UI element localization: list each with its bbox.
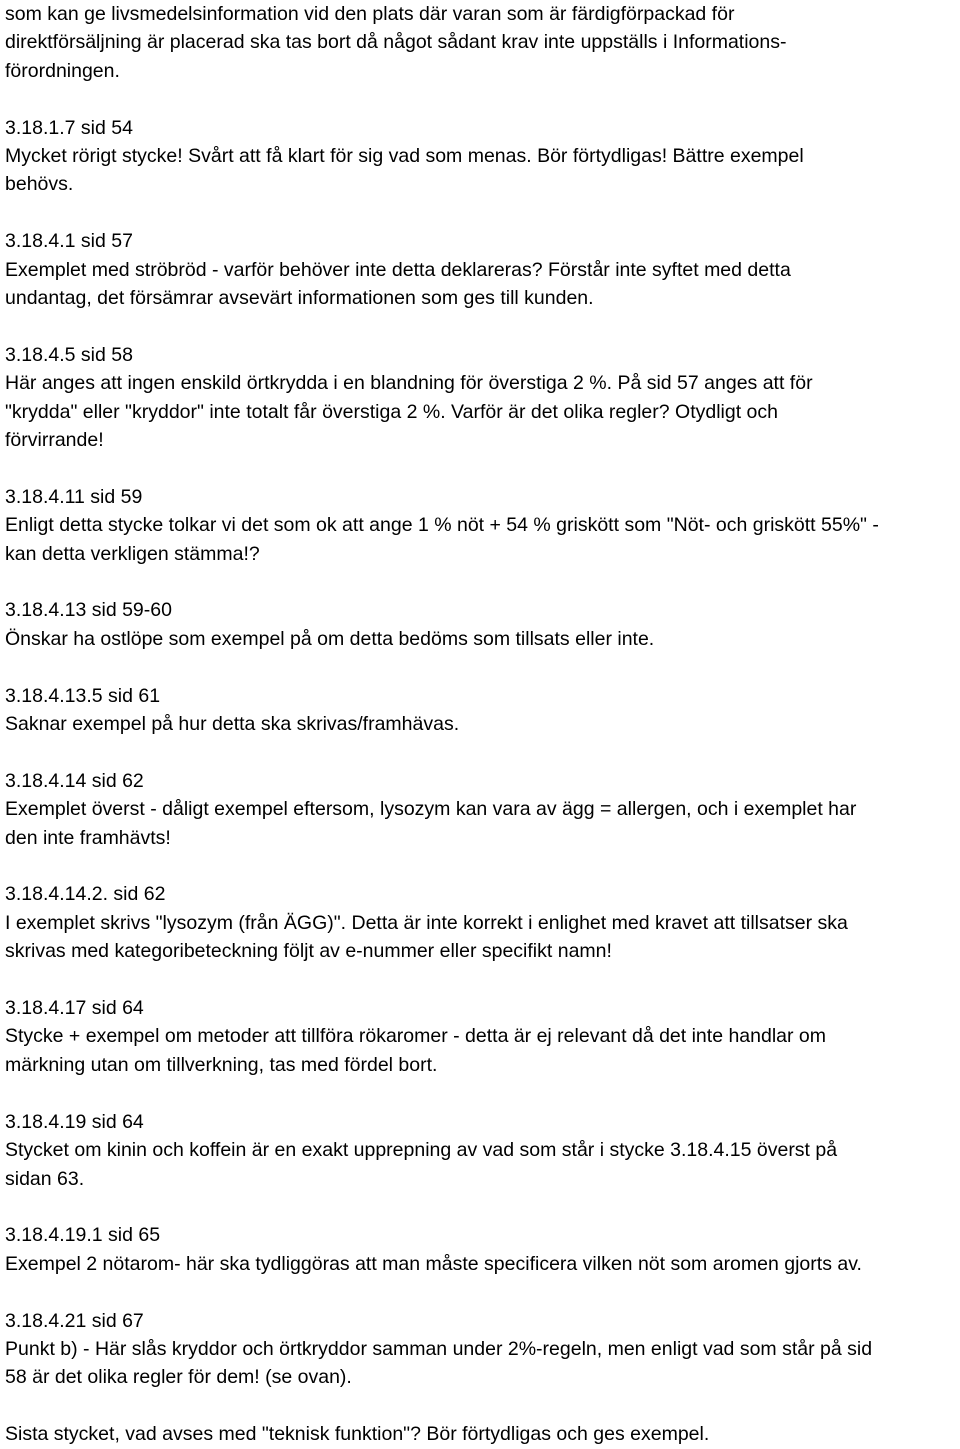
comment-section [5, 880, 955, 965]
section-text: Exempel 2 nötarom- här ska tydliggöras att man måste specificera vilken nöt som aromen gjorts av. [5, 1252, 862, 1275]
paragraph-gap [5, 1079, 955, 1107]
section-text: Punkt b) - Här slås kryddor och örtkryddor samman under 2%-regeln, men enligt vad som står på sid [5, 1337, 873, 1360]
section-text: Enligt detta stycke tolkar vi det som ok att ange 1 % nöt + 54 % griskött som "Nöt- och griskött 55%" - [5, 514, 879, 537]
section-text: Stycket om kinin och koffein är en exakt upprepning av vad som står i stycke 3.18.4.15 överst på [5, 1139, 838, 1162]
section-text: Saknar exempel på hur detta ska skrivas/framhävas. [5, 713, 460, 736]
comment-section [5, 1108, 955, 1193]
section-heading: 3.18.4.19 sid 64 [5, 1110, 144, 1133]
paragraph-gap [5, 312, 955, 340]
closing-text: Sista stycket, vad avses med "teknisk funktion"? Bör förtydligas och ges exempel. [5, 1423, 710, 1446]
paragraph-gap [5, 85, 955, 113]
section-text: den inte framhävts! [5, 826, 171, 849]
section-heading: 3.18.1.7 sid 54 [5, 116, 133, 139]
paragraph-gap [5, 852, 955, 880]
paragraph-gap [5, 1193, 955, 1221]
paragraph-gap [5, 568, 955, 596]
paragraph-gap [5, 199, 955, 227]
section-heading: 3.18.4.13.5 sid 61 [5, 684, 161, 707]
comment-section [5, 227, 955, 312]
comment-section [5, 994, 955, 1079]
section-heading: 3.18.4.14.2. sid 62 [5, 883, 166, 906]
paragraph-gap [5, 738, 955, 766]
section-text: undantag, det försämrar avsevärt informationen som ges till kunden. [5, 287, 594, 310]
section-heading: 3.18.4.11 sid 59 [5, 485, 143, 508]
section-text: behövs. [5, 173, 74, 196]
comment-section [5, 483, 955, 568]
section-heading: 3.18.4.14 sid 62 [5, 769, 144, 792]
paragraph-gap [5, 966, 955, 994]
section-text: Här anges att ingen enskild örtkrydda i en blandning för överstiga 2 %. På sid 57 anges att för [5, 372, 813, 395]
intro-line: förordningen. [5, 59, 120, 82]
section-text: förvirrande! [5, 429, 104, 452]
section-text: Exemplet med ströbröd - varför behöver inte detta deklareras? Förstår inte syftet med detta [5, 258, 791, 281]
paragraph-gap [5, 653, 955, 681]
section-text: 58 är det olika regler för dem! (se ovan). [5, 1366, 352, 1389]
section-heading: 3.18.4.17 sid 64 [5, 997, 144, 1020]
section-heading: 3.18.4.13 sid 59-60 [5, 599, 172, 622]
section-text: Mycket rörigt stycke! Svårt att få klart för sig vad som menas. Bör förtydligas! Bättre exempel [5, 145, 804, 168]
section-text: märkning utan om tillverkning, tas med fördel bort. [5, 1053, 438, 1076]
section-text: Exemplet överst - dåligt exempel eftersom, lysozym kan vara av ägg = allergen, och i exemplet har [5, 798, 857, 821]
comment-section [5, 1307, 955, 1392]
comment-section [5, 767, 955, 852]
document-page [5, 0, 955, 1449]
paragraph-gap [5, 1392, 955, 1420]
section-text: "krydda" eller "kryddor" inte totalt får överstiga 2 %. Varför är det olika regler? Otydligt och [5, 400, 779, 423]
section-text: sidan 63. [5, 1167, 85, 1190]
comment-section [5, 596, 955, 653]
section-text: Önskar ha ostlöpe som exempel på om detta bedöms som tillsats eller inte. [5, 627, 655, 650]
section-text: Stycke + exempel om metoder att tillföra rökaromer - detta är ej relevant då det inte handlar om [5, 1025, 827, 1048]
comment-section [5, 114, 955, 199]
section-text: kan detta verkligen stämma!? [5, 542, 260, 565]
section-heading: 3.18.4.21 sid 67 [5, 1309, 144, 1332]
section-heading: 3.18.4.19.1 sid 65 [5, 1224, 161, 1247]
comment-section [5, 1221, 955, 1278]
section-text: I exemplet skrivs "lysozym (från ÄGG)". Detta är inte korrekt i enlighet med kravet att tillsatser ska [5, 911, 848, 934]
section-text: skrivas med kategoribeteckning följt av e-nummer eller specifikt namn! [5, 940, 612, 963]
paragraph-gap [5, 454, 955, 482]
section-heading: 3.18.4.5 sid 58 [5, 343, 133, 366]
paragraph-gap [5, 1278, 955, 1306]
intro-line: direktförsäljning är placerad ska tas bort då något sådant krav inte uppställs i Informations- [5, 31, 787, 54]
closing-paragraph [5, 1420, 955, 1448]
comment-section [5, 682, 955, 739]
intro-paragraph [5, 0, 955, 85]
comment-section [5, 341, 955, 455]
intro-line: som kan ge livsmedelsinformation vid den plats där varan som är färdigförpackad för [5, 3, 735, 25]
section-heading: 3.18.4.1 sid 57 [5, 230, 133, 253]
